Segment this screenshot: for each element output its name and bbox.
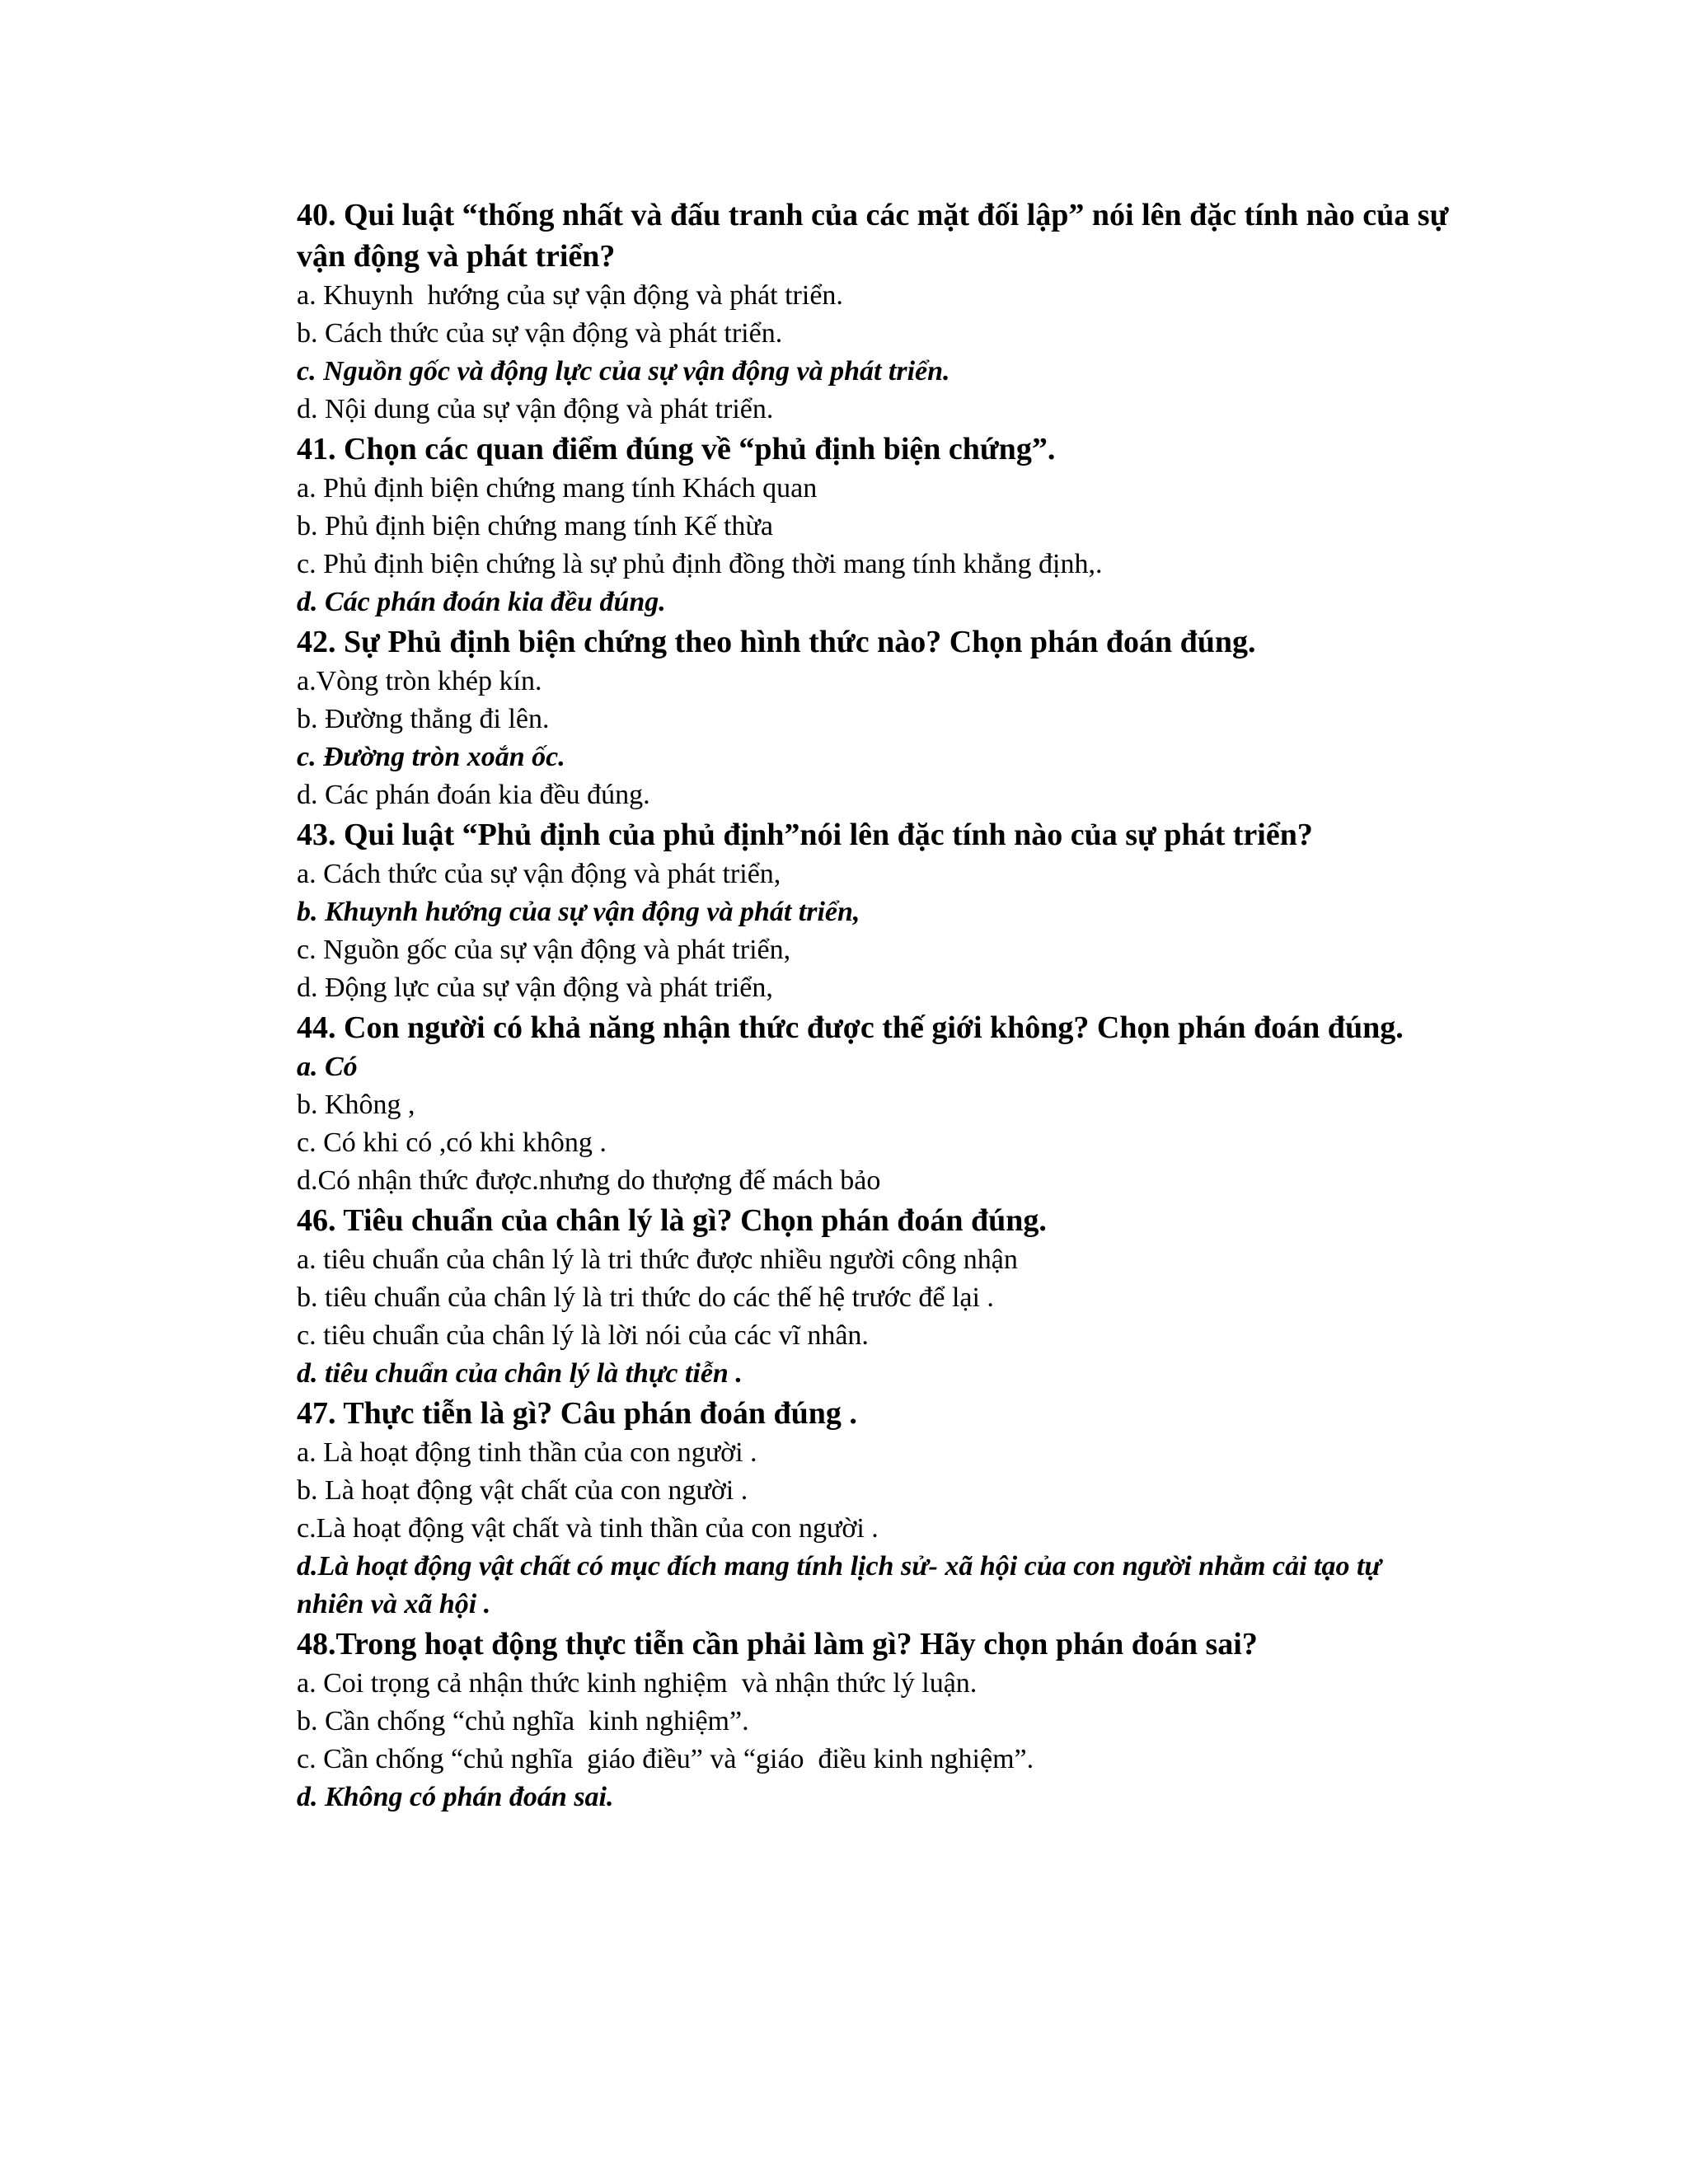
answer-option: c. Có khi có ,có khi không .	[297, 1127, 607, 1158]
answer-option: a. Là hoạt động tinh thần của con người .	[297, 1437, 757, 1468]
answer-option: d. Nội dung của sự vận động và phát triển.	[297, 394, 774, 424]
question-block	[297, 1393, 1451, 1624]
answer-option: c. Cần chống “chủ nghĩa giáo điều” và “giáo điều kinh nghiệm”.	[297, 1744, 1034, 1774]
question-title: 42. Sự Phủ định biện chứng theo hình thức nào? Chọn phán đoán đúng.	[297, 625, 1256, 659]
answer-option: b. Phủ định biện chứng mang tính Kế thừa	[297, 511, 773, 541]
question-title: 46. Tiêu chuẩn của chân lý là gì? Chọn phán đoán đúng.	[297, 1203, 1047, 1238]
document-page	[297, 194, 1451, 1816]
question-block	[297, 1200, 1451, 1393]
answer-option: b. Đường thẳng đi lên.	[297, 704, 550, 734]
question-title: 43. Qui luật “Phủ định của phủ định”nói lên đặc tính nào của sự phát triển?	[297, 818, 1313, 852]
answer-option: d.Có nhận thức được.nhưng do thượng đế mách bảo	[297, 1165, 881, 1196]
answer-option: c. Phủ định biện chứng là sự phủ định đồng thời mang tính khẳng định,.	[297, 549, 1103, 579]
correct-answer-option: d. Không có phán đoán sai.	[297, 1782, 614, 1812]
question-block	[297, 429, 1451, 621]
answer-option: a. Khuynh hướng của sự vận động và phát triển.	[297, 280, 843, 311]
answer-option: b. Cần chống “chủ nghĩa kinh nghiệm”.	[297, 1706, 749, 1736]
correct-answer-option: d.Là hoạt động vật chất có mục đích mang tính lịch sử- xã hội của con người nhằm cải tạo tự nhiên và xã hội .	[297, 1551, 1389, 1619]
correct-answer-option: b. Khuynh hướng của sự vận động và phát triển,	[297, 897, 860, 927]
question-block	[297, 1624, 1451, 1816]
question-block	[297, 621, 1451, 814]
answer-option: a. Phủ định biện chứng mang tính Khách quan	[297, 473, 818, 504]
answer-option: b. Không ,	[297, 1090, 415, 1120]
question-block	[297, 814, 1451, 1007]
answer-option: b. tiêu chuẩn của chân lý là tri thức do các thế hệ trước để lại .	[297, 1282, 994, 1313]
answer-option: c. Nguồn gốc của sự vận động và phát triển,	[297, 935, 791, 965]
answer-option: d. Động lực của sự vận động và phát triển,	[297, 972, 773, 1003]
answer-option: b. Là hoạt động vật chất của con người .	[297, 1475, 748, 1506]
correct-answer-option: d. Các phán đoán kia đều đúng.	[297, 587, 666, 617]
correct-answer-option: d. tiêu chuẩn của chân lý là thực tiễn .	[297, 1358, 743, 1389]
question-title: 48.Trong hoạt động thực tiễn cần phải làm gì? Hãy chọn phán đoán sai?	[297, 1627, 1258, 1661]
correct-answer-option: c. Nguồn gốc và động lực của sự vận động và phát triển.	[297, 356, 950, 387]
correct-answer-option: c. Đường tròn xoắn ốc.	[297, 742, 565, 772]
answer-option: a. tiêu chuẩn của chân lý là tri thức được nhiều người công nhận	[297, 1244, 1018, 1275]
question-title: 47. Thực tiễn là gì? Câu phán đoán đúng .	[297, 1396, 857, 1431]
answer-option: a.Vòng tròn khép kín.	[297, 666, 542, 696]
answer-option: b. Cách thức của sự vận động và phát triển.	[297, 318, 783, 349]
question-block	[297, 194, 1451, 429]
answer-option: a. Coi trọng cả nhận thức kinh nghiệm và nhận thức lý luận.	[297, 1668, 978, 1699]
answer-option: c.Là hoạt động vật chất và tinh thần của con người .	[297, 1513, 879, 1544]
question-title: 41. Chọn các quan điểm đúng về “phủ định biện chứng”.	[297, 432, 1056, 466]
answer-option: a. Cách thức của sự vận động và phát triển,	[297, 859, 781, 889]
correct-answer-option: a. Có	[297, 1052, 358, 1082]
question-title: 44. Con người có khả năng nhận thức được thế giới không? Chọn phán đoán đúng.	[297, 1010, 1404, 1045]
answer-option: d. Các phán đoán kia đều đúng.	[297, 780, 650, 810]
question-title: 40. Qui luật “thống nhất và đấu tranh của các mặt đối lập” nói lên đặc tính nào của sự vận động và phát triển?	[297, 198, 1449, 274]
question-block	[297, 1007, 1451, 1200]
answer-option: c. tiêu chuẩn của chân lý là lời nói của các vĩ nhân.	[297, 1320, 869, 1351]
